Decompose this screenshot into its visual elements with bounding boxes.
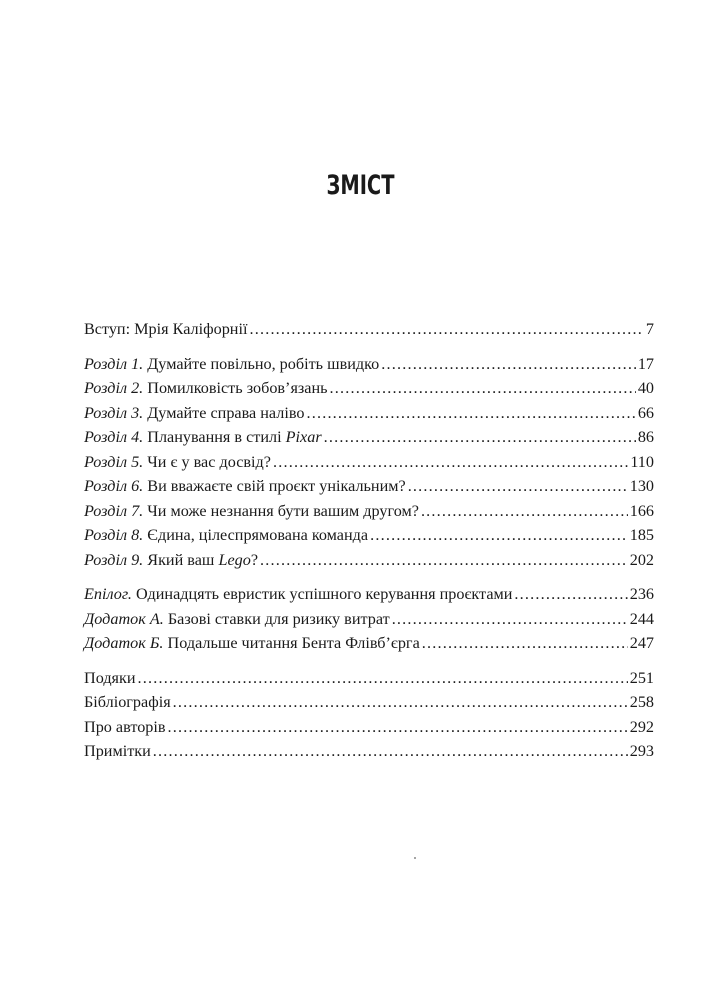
toc-entry-label: Вступ: Мрія Каліфорнії (84, 320, 248, 338)
toc-entry[interactable] (84, 548, 654, 573)
toc-entry-label: Додаток Б. Подальше читання Бента Флівб’єрга (84, 634, 420, 652)
toc-entry[interactable] (84, 690, 654, 715)
toc-page-number: 40 (637, 379, 654, 397)
toc-entry[interactable] (84, 523, 654, 548)
toc-entry-label: Розділ 9. Який ваш Lego? (84, 550, 258, 569)
dot-leader (370, 523, 628, 548)
toc-page-number: 244 (629, 609, 654, 628)
toc-group-intro (84, 317, 654, 342)
toc-entry-label: Розділ 4. Планування в стилі Pixar (84, 428, 322, 446)
toc-entry-label: Розділ 7. Чи може незнання бути вашим другом? (84, 501, 419, 520)
toc-group-appendices (84, 582, 654, 656)
toc-page-number: 166 (629, 501, 654, 520)
toc-entry-label: Про авторів (84, 717, 166, 736)
toc-page-number: 251 (629, 668, 654, 687)
toc-entry-label: Подяки (84, 668, 136, 687)
toc-entry[interactable] (84, 499, 654, 524)
toc-entry-label: Бібліографія (84, 693, 171, 711)
toc-entry-label: Розділ 5. Чи є у вас досвід? (84, 452, 271, 471)
toc-entry[interactable] (84, 607, 654, 632)
toc-entry-label: Розділ 8. Єдина, цілеспрямована команда (84, 526, 369, 544)
dot-leader (421, 499, 628, 524)
dot-leader (138, 666, 628, 691)
toc-entry[interactable] (84, 739, 654, 764)
toc-entry-label: Розділ 6. Ви вважаєте свій проєкт унікальним? (84, 477, 406, 495)
toc-group-chapters (84, 352, 654, 573)
toc-page-number: 247 (629, 634, 654, 652)
dot-leader (273, 450, 628, 475)
toc-page-number: 292 (629, 717, 654, 736)
dot-leader (408, 474, 628, 499)
dot-leader (422, 631, 628, 656)
dot-leader (324, 425, 636, 450)
toc-entry[interactable] (84, 450, 654, 475)
toc-entry[interactable] (84, 715, 654, 740)
dot-leader (153, 739, 628, 764)
dot-leader (173, 690, 628, 715)
toc-entry-label: Епілог. Одинадцять евристик успішного керування проєктами (84, 585, 513, 603)
toc-page-number: 66 (637, 403, 654, 422)
toc-page-number: 258 (629, 693, 654, 711)
dot-leader (330, 376, 636, 401)
toc-entry[interactable] (84, 401, 654, 426)
toc-entry-label: Примітки (84, 742, 151, 760)
page-title: ЗМІСТ (326, 170, 395, 201)
toc-entry[interactable] (84, 666, 654, 691)
toc-page-number: 86 (637, 428, 654, 446)
toc-page-number: 17 (637, 354, 654, 373)
toc-entry[interactable] (84, 317, 654, 342)
dot-leader (306, 401, 635, 426)
dot-leader (249, 317, 643, 342)
toc-entry[interactable] (84, 631, 654, 656)
toc-entry[interactable] (84, 352, 654, 377)
toc-entry-label: Розділ 1. Думайте повільно, робіть швидко (84, 354, 380, 373)
toc-page-number: 185 (629, 526, 654, 544)
dot-leader (260, 548, 628, 573)
toc-entry-label: Розділ 2. Помилковість зобов’язань (84, 379, 328, 397)
dot-leader (381, 352, 636, 377)
toc-entry[interactable] (84, 582, 654, 607)
toc-page-number: 202 (629, 550, 654, 569)
toc-entry[interactable] (84, 474, 654, 499)
toc-page-number: 110 (630, 452, 654, 471)
toc-entry[interactable] (84, 376, 654, 401)
toc-page-number: 130 (629, 477, 654, 495)
dot-leader (392, 607, 628, 632)
toc-entry-label: Розділ 3. Думайте справа наліво (84, 403, 305, 422)
print-speck (414, 857, 416, 859)
table-of-contents (84, 317, 654, 764)
toc-page-number: 236 (629, 585, 654, 603)
toc-entry[interactable] (84, 425, 654, 450)
toc-page-number: 7 (645, 320, 654, 338)
toc-entry-label: Додаток А. Базові ставки для ризику витрат (84, 609, 390, 628)
toc-page-number: 293 (629, 742, 654, 760)
dot-leader (168, 715, 628, 740)
toc-group-backmatter (84, 666, 654, 764)
dot-leader (514, 582, 627, 607)
